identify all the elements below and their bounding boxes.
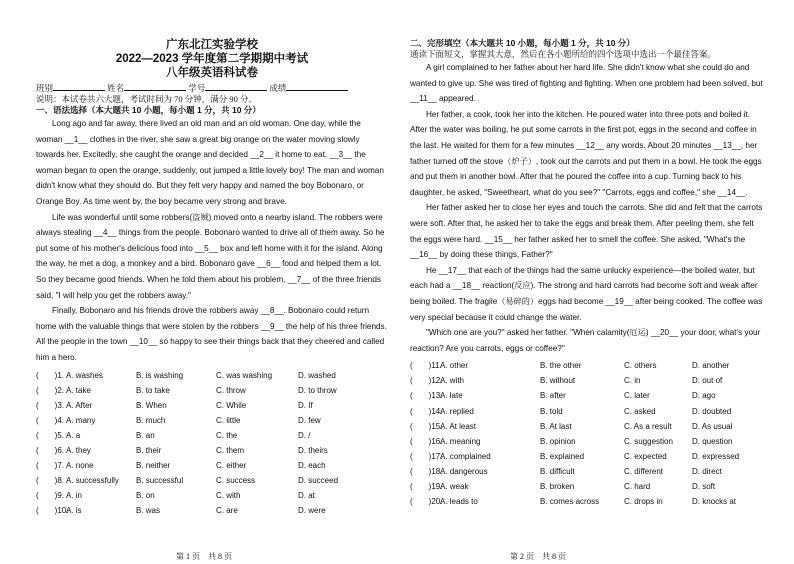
answer-blank[interactable]: ( )11. xyxy=(410,361,442,371)
option-c: C. are xyxy=(216,506,238,516)
question-row xyxy=(410,358,766,373)
option-b: B. comes across xyxy=(540,497,600,507)
option-c: C. either xyxy=(216,461,247,471)
option-d: D. succeed xyxy=(298,476,339,486)
option-b: B. the other xyxy=(540,361,582,371)
option-b: B. after xyxy=(540,391,566,401)
option-b: B. is washing xyxy=(136,370,184,380)
option-a: A. complained xyxy=(440,451,491,461)
option-c: C. success xyxy=(216,476,256,486)
passage-paragraph: "Which one are you?" asked her father. "When calamity(厄运) __20__ your door, what's your reaction? Are you carrots, eggs or coffee?" xyxy=(410,328,761,353)
answer-blank[interactable]: ( )1. xyxy=(36,370,64,380)
question-row xyxy=(36,443,388,458)
option-c: C. expected xyxy=(624,451,667,461)
option-c: C. others xyxy=(624,361,657,371)
option-c: C. was washing xyxy=(216,370,273,380)
option-b: B. was xyxy=(136,506,161,516)
option-c: C. little xyxy=(216,415,241,425)
option-d: D. were xyxy=(298,506,326,516)
subject-title: 八年级英语科试卷 xyxy=(166,67,258,79)
page-2 xyxy=(410,0,766,564)
option-b: B. their xyxy=(136,445,162,455)
option-d: D. at xyxy=(298,491,315,501)
option-b: B. At last xyxy=(540,421,572,431)
option-d: D. soft xyxy=(692,482,716,492)
option-b: B. much xyxy=(136,415,166,425)
option-a: A. At least xyxy=(440,421,477,431)
answer-blank[interactable]: ( )18. xyxy=(410,466,443,476)
option-a: A. in xyxy=(66,491,83,501)
page-1 xyxy=(36,0,388,564)
answer-blank[interactable]: ( )10. xyxy=(36,506,69,516)
option-c: C. throw xyxy=(216,385,246,395)
question-row xyxy=(410,388,766,403)
option-a: A. replied xyxy=(440,406,474,416)
option-d: D. As usual xyxy=(692,421,733,431)
options-2 xyxy=(410,358,766,509)
option-d: D. out of xyxy=(692,376,723,386)
answer-blank[interactable]: ( )15. xyxy=(410,421,443,431)
question-row xyxy=(410,464,766,479)
option-a: A. with xyxy=(440,376,465,386)
option-d: D. theirs xyxy=(298,445,328,455)
option-d: D. direct xyxy=(692,466,722,476)
option-a: A. none xyxy=(66,461,94,471)
option-a: A. leads to xyxy=(440,497,478,507)
option-c: C. drops in xyxy=(624,497,663,507)
passage-paragraph: A girl complained to her father about her hard life. She didn't know what she could do and wanted to give up. She was tired of fighting and fighting. When one problem had been solved, but __11__ appeared. xyxy=(410,63,763,104)
class-field[interactable] xyxy=(53,82,105,91)
passage-2 xyxy=(410,60,766,356)
option-d: D. If xyxy=(298,400,313,410)
option-b: B. successful xyxy=(136,476,184,486)
exam-note: 说明：本试卷共六大题，考试时间为 70 分钟，满分 90 分。 xyxy=(36,94,258,104)
passage-paragraph: Long ago and far away, there lived an old man and an old woman. One day, while the woman __1__ clothes in the river, she saw a great big orange on the water moving slowly towards her. Excitedly, she caught the orange and decided __2__ it home to eat. __3__ the woman began to open the orange, suddenly, out jumped a little lovely boy! The man and woman didn't know what they should do. But they felt very happy and named the boy Bobonaro, or Orange Boy. As time went by, the boy became very strong and brave. xyxy=(36,119,384,206)
option-a: A. a xyxy=(66,430,81,440)
answer-blank[interactable]: ( )19. xyxy=(410,482,443,492)
answer-blank[interactable]: ( )7. xyxy=(36,461,64,471)
page-footer-2: 第 2 页 共 8 页 xyxy=(510,552,566,561)
option-a: A. they xyxy=(66,445,91,455)
section-1-title: 一、语法选择（本大题共 10 小题，每小题 1 分，共 10 分） xyxy=(36,105,261,115)
question-row xyxy=(36,473,388,488)
option-b: B. broken xyxy=(540,482,575,492)
question-row xyxy=(410,419,766,434)
question-row xyxy=(36,398,388,413)
options-1 xyxy=(36,368,388,519)
answer-blank[interactable]: ( )3. xyxy=(36,400,64,410)
answer-blank[interactable]: ( )2. xyxy=(36,385,64,395)
option-d: D. / xyxy=(298,430,311,440)
option-a: A. take xyxy=(66,385,91,395)
option-a: A. successfully xyxy=(66,476,119,486)
student-info-line xyxy=(36,82,388,94)
answer-blank[interactable]: ( )6. xyxy=(36,445,64,455)
section-2-title: 二、完形填空（本大题共 10 小题，每小题 1 分，共 10 分） xyxy=(410,38,635,48)
question-row xyxy=(36,368,388,383)
option-d: D. knocks at xyxy=(692,497,737,507)
option-c: C. asked xyxy=(624,406,656,416)
passage-paragraph: Life was wonderful until some robbers(盗贼) moved onto a nearby island. The robbers were always stealing __4__ things from the people. Bobonaro wanted to drive all of them away. So he put some of his mother's delicious food into __5__ box and left home with it for the island. Along the way, he met a dog, a monkey and a bird. Bobonaro gave __6__ food and helped them a lot. So they became good friends. When he told them about his problem, __7__ of the three friends said, "I will help you get the robbers away." xyxy=(36,212,385,300)
answer-blank[interactable]: ( )13. xyxy=(410,391,443,401)
option-d: D. doubted xyxy=(692,406,732,416)
number-field[interactable] xyxy=(205,82,267,91)
answer-blank[interactable]: ( )5. xyxy=(36,430,64,440)
option-c: C. hard xyxy=(624,482,651,492)
question-row xyxy=(36,503,388,518)
question-row xyxy=(36,428,388,443)
option-b: B. without xyxy=(540,376,576,386)
option-b: B. on xyxy=(136,491,155,501)
option-d: D. few xyxy=(298,415,321,425)
question-row xyxy=(36,458,388,473)
answer-blank[interactable]: ( )16. xyxy=(410,436,443,446)
section-2-instruction: 通读下面短文，掌握其大意，然后在各小题所给的四个选项中选出一个最佳答案。 xyxy=(410,49,717,59)
question-row xyxy=(410,373,766,388)
answer-blank[interactable]: ( )12. xyxy=(410,376,443,386)
option-b: B. difficult xyxy=(540,466,575,476)
option-c: C. in xyxy=(624,376,641,386)
score-label: 成绩 xyxy=(269,83,287,93)
option-a: A. meaning xyxy=(440,436,481,446)
school-name: 广东北江实验学校 xyxy=(166,39,258,51)
option-b: B. told xyxy=(540,406,563,416)
option-a: A. many xyxy=(66,415,96,425)
option-a: A. weak xyxy=(440,482,469,492)
exam-title: 2022—2023 学年度第二学期期中考试 xyxy=(115,53,309,65)
passage-1 xyxy=(36,116,388,366)
option-b: B. explained xyxy=(540,451,585,461)
question-row xyxy=(36,488,388,503)
answer-blank[interactable]: ( )4. xyxy=(36,415,64,425)
option-a: A. After xyxy=(66,400,93,410)
option-b: B. When xyxy=(136,400,167,410)
option-a: A. dangerous xyxy=(440,466,488,476)
option-c: C. While xyxy=(216,400,247,410)
option-d: D. ago xyxy=(692,391,716,401)
score-field[interactable] xyxy=(286,82,348,91)
option-b: B. to take xyxy=(136,385,170,395)
question-row xyxy=(36,413,388,428)
answer-blank[interactable]: ( )8. xyxy=(36,476,64,486)
option-a: A. washes xyxy=(66,370,103,380)
option-c: C. later xyxy=(624,391,650,401)
option-d: D. expressed xyxy=(692,451,740,461)
option-a: A. is xyxy=(66,506,82,516)
question-row xyxy=(410,494,766,509)
answer-blank[interactable]: ( )20. xyxy=(410,497,443,507)
option-c: C. different xyxy=(624,466,663,476)
option-a: A. other xyxy=(440,361,469,371)
number-label: 学号 xyxy=(188,83,206,93)
option-c: C. the xyxy=(216,430,238,440)
passage-paragraph: Her father asked her to close her eyes and touch the carrots. She did and felt that the carrots were soft. After that, he asked her to take the eggs and break them. After peeling them, she felt the eggs were hard. __15__ her father asked her to smell the coffee. She asked, "What's the __16__ by doing these things, Father?" xyxy=(410,203,763,260)
option-d: D. washed xyxy=(298,370,336,380)
option-c: C. them xyxy=(216,445,245,455)
option-d: D. another xyxy=(692,361,730,371)
option-c: C. with xyxy=(216,491,241,501)
question-row xyxy=(410,479,766,494)
option-b: B. opinion xyxy=(540,436,576,446)
name-label: 姓名 xyxy=(107,83,125,93)
passage-paragraph: He __17__ that each of the things had the same unlucky experience—the boiled water, but each had a __18__ reaction(反应). The strong and hard carrots had become soft and weak after being boiled. The fragile（易碎的）eggs had become __19__ after being cooked. The coffee was very special because it could change the water. xyxy=(410,265,763,322)
question-row xyxy=(410,449,766,464)
option-c: C. suggestion xyxy=(624,436,673,446)
option-a: A. late xyxy=(440,391,463,401)
question-row xyxy=(410,434,766,449)
page-footer-1: 第 1 页 共 8 页 xyxy=(176,552,232,561)
question-row xyxy=(410,404,766,419)
option-b: B. neither xyxy=(136,461,171,471)
answer-blank[interactable]: ( )17. xyxy=(410,451,443,461)
question-row xyxy=(36,383,388,398)
name-field[interactable] xyxy=(124,82,186,91)
answer-blank[interactable]: ( )14. xyxy=(410,406,443,416)
option-b: B. an xyxy=(136,430,155,440)
passage-paragraph: Finally, Bobonaro and his friends drove the robbers away __8__. Bobonaro could return home with the valuable things that were stolen by the robbers __9__ the help of his three friends. All the people in the town __10__ so happy to see their things back that they cheered and called him a hero. xyxy=(36,306,387,362)
option-d: D. each xyxy=(298,461,326,471)
option-d: D. question xyxy=(692,436,733,446)
option-d: D. to throw xyxy=(298,385,337,395)
class-label: 班别 xyxy=(36,83,54,93)
answer-blank[interactable]: ( )9. xyxy=(36,491,64,501)
passage-paragraph: Her father, a cook, took her into the kitchen. He poured water into three pots and boiled it. After the water was boiling, he put some carrots in the first pot, eggs in the second and coffee in the last. He waited for them for a few minutes __12__ any words. About 20 minutes __13__, her father turned off the stove（炉子）, took out the carrots and put them in a bowl. He took the eggs and put them in another bowl. After that he poured the coffee into a cup. Turning back to his daughter, he asked, "Sweetheart, what do you see?" "Carrots, eggs and coffee," she __14__. xyxy=(410,109,762,197)
option-c: C. As a result xyxy=(624,421,672,431)
